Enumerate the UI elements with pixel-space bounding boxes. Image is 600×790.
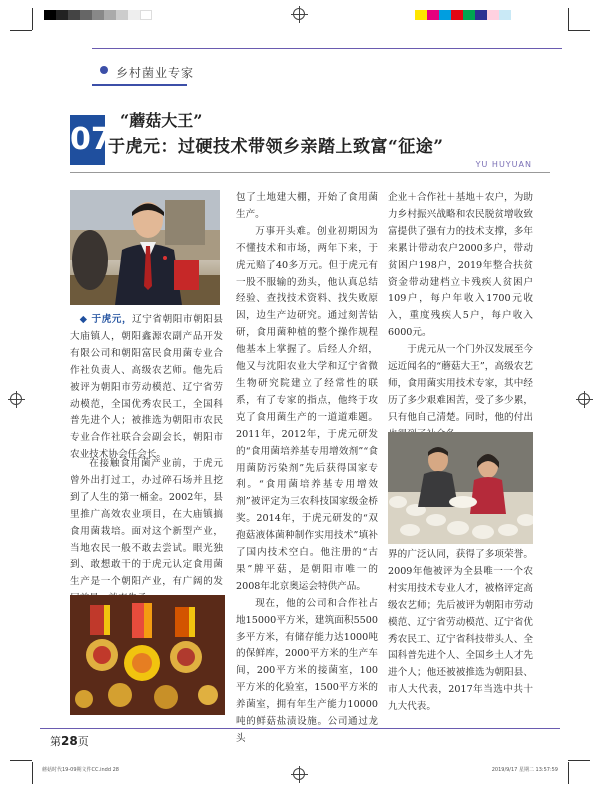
registration-mark-left [10,393,22,405]
paragraph-col2-continue: 包了土地建大棚，开始了食用菌生产。 [236,192,378,220]
section-underline [92,84,187,86]
crop-mark-top-left-v [32,8,33,30]
article-number-badge: 07 [70,115,105,165]
footer-rule [40,728,560,729]
portrait-photo [70,190,220,305]
intro-text: 辽宁省朝阳市朝阳县大庙镇人，朝阳鑫源农副产品开发有限公司和朝阳富民食用菌专业合作社负责人、高级农艺师。他先后被评为朝阳市劳动模范、辽宁省劳动模范，全国优秀农民工，全国科普先进个人；被推选为朝阳市农民专业合作社联合会副会长，朝阳市农业技术协会任会长。 [70,314,224,461]
medals-illustration [70,595,225,715]
column-1-body [70,456,223,608]
portrait-illustration [70,190,220,305]
page-prefix: 第 [50,735,61,748]
crop-mark-top-right-h [568,30,590,31]
page-suffix: 页 [77,735,89,748]
column-3-body-top [388,190,533,444]
paragraph-col3-third: 界的广泛认同，获得了多项荣誉。2009年他被评为全县唯一一个农村实用技术专业人才，被格评定高级农艺师；先后被评为朝阳市劳动模范、辽宁省劳动模范、辽宁省优秀农民工、辽宁省科技带头人、全国科普先进个人、全国乡土人才先进个人；他还被被推选为朝阳县、市人大代表，2017年当选中共十九大代表。 [388,549,533,713]
column-2-body [236,190,378,748]
paragraph-col3-continue: 企业＋合作社＋基地＋农户，为助力乡村振兴战略和农民脱贫增收致富提供了强有力的技术支撑，多年来累计带动农户2000多户，带动贫困户198户，2019年整合扶贫资金带动建档立卡残疾人贫困户109户，每户年收入1700元收入，重度残疾人5户，每户收入6000元。 [388,192,533,339]
color-bars [415,10,511,20]
mushroom-farm-photo [388,432,533,544]
section-title: 乡村菌业专家 [116,66,195,80]
registration-mark-top [293,8,305,20]
crop-mark-top-right-v [568,8,569,30]
crop-mark-bottom-right-h [568,760,590,761]
intro-column [70,312,223,464]
english-name: YU HUYUAN [475,160,532,169]
page-number [50,733,89,749]
intro-paragraph [70,312,223,464]
crop-mark-bottom-left-h [10,760,32,761]
article-title-line2: 于虎元：过硬技术带领乡亲踏上致富“征途” [108,137,444,157]
medals-photo [70,595,225,715]
column-3-body-bottom [388,547,533,716]
crop-mark-top-left-h [10,30,32,31]
article-title-line1: “蘑菇大王” [120,111,203,130]
crop-mark-bottom-left-v [32,762,33,784]
title-rule [70,172,550,173]
paragraph-col3-second: 于虎元从一个门外汉发展至今远近闻名的“蘑菇大王”，高级农艺师，食用菌实用技术专家，其中经历了多少艰难困苦，受了多少累，只有他自己清楚。同时，他的付出 [388,344,533,423]
page-number-value: 28 [61,734,78,748]
registration-mark-bottom [293,768,305,780]
slug-timestamp: 2019/9/17 星期二 13:57:59 [491,767,558,773]
paragraph-col2-second: 万事开头难。创业初期因为不懂技术和市场，两年下来，于虎元赔了40多万元。但于虎元有一股不服输的劲头，他认真总结经验、查找技术资料、找失败原因，边生产边研究。通过刻苦钻研，食用菌种植的整个操作规程他基本上掌握了。后经人介绍，他又与沈阳农业大学和辽宁省微生物研究院建立了经常性的联系，有了专家的指点，他终于攻克了食用菌生产的一道道难题。2011年，2012年，于虎元研发的“食用菌培养基专用增效剂”“食用菌防污染剂”先后获得国家专利。“食用菌培养基专用增效剂”被评定为三农科技国家级金桥奖。2014年，于虎元研发的“双孢菇液体菌种制作实用技术”填补了国内技术空白。他注册的“古果”牌平菇，是朝阳市唯一的2008年北京奥运会特供产品。 [236,225,378,592]
slug-file-info: 蘑菇时代19-09期文件CC.indd 28 [42,767,119,773]
paragraph-col1: 在接触食用菌产业前，于虎元曾外出打过工，办过碎石场并且挖到了人生的第一桶金。2002年，县里推广高效农业项目，在大庙镇搞食用菌栽培。面对这个新型产业，当地农民一般不敢去尝试。眼光独到、敢想敢干的于虎元认定食用菌生产是一个朝阳产业，有广阔的发 [70,458,223,588]
intro-lead: ◆ 于虎元， [79,314,133,325]
mushroom-farm-illustration [388,432,533,544]
header-rule [92,48,562,49]
grayscale-bars [44,10,152,20]
section-dot [100,66,108,74]
crop-mark-bottom-right-v [568,762,569,784]
paragraph-col2-third: 现在，他的公司和合作社占地15000平方米，建筑面积5500多平方米，有储存能力达1000吨的保鲜库，2000平方米的生产车间，200平方米的接菌室，100平方米的化验室，1500平方米的养菌室，拥有年生产能力10000吨的鲜菇盐渍设施。公司通过龙头 [236,597,378,744]
registration-mark-right [578,393,590,405]
